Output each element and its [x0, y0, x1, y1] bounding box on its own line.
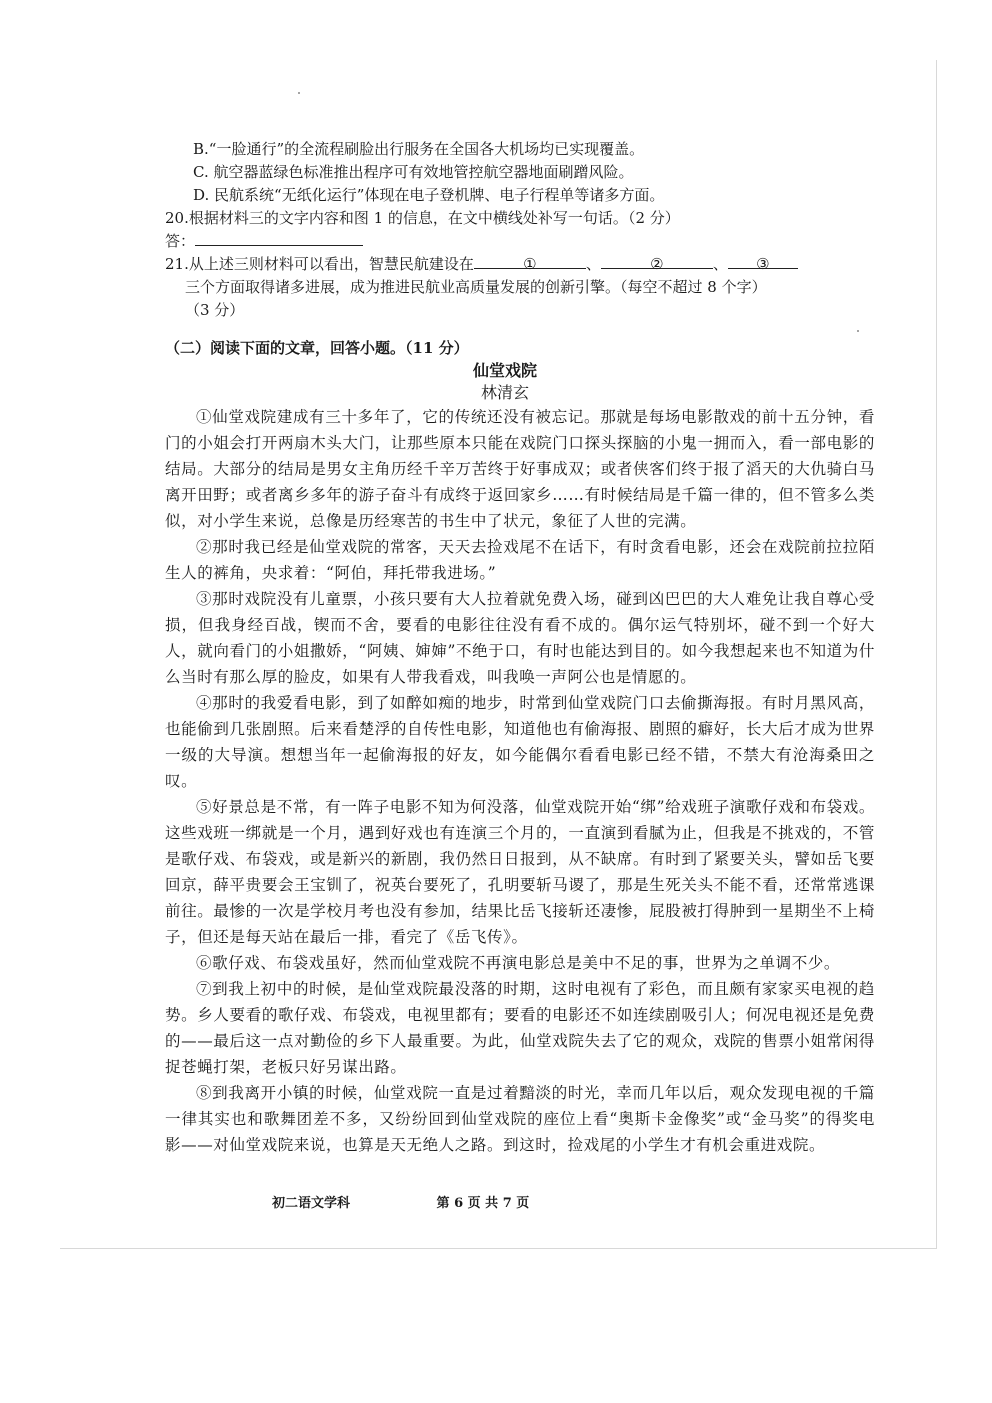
option-b: B.“一脸通行”的全流程刷脸出行服务在全国各大机场均已实现覆盖。 [193, 140, 645, 158]
question-21-prefix: 21.从上述三则材料可以看出，智慧民航建设在 [165, 255, 474, 273]
footer-subject: 初二语文学科 [272, 1196, 351, 1211]
page-footer [272, 1192, 612, 1211]
separator: 、 [712, 255, 728, 273]
option-d: D. 民航系统“无纸化运行”体现在电子登机牌、电子行程单等诸多方面。 [193, 186, 665, 204]
blank-2: ② [601, 253, 713, 269]
article-author: 林清玄 [480, 383, 529, 402]
section-heading: （二）阅读下面的文章，回答小题。（11 分） [165, 339, 469, 357]
answer-blank [195, 230, 363, 246]
question-21-points: （3 分） [185, 301, 245, 319]
answer-label: 答： [165, 232, 196, 250]
question-21-line2: 三个方面取得诸多进展，成为推进民航业高质量发展的创新引擎。（每空不超过 8 个字） [185, 278, 767, 296]
separator: 、 [585, 255, 601, 273]
blank-1: ① [474, 253, 586, 269]
footer-page-number: 第 6 页 共 7 页 [436, 1196, 530, 1211]
paragraph-4: ④那时的我爱看电影，到了如醉如痴的地步，时常到仙堂戏院门口去偷撕海报。有时月黑风高，也能偷到几张剧照。后来看楚浮的自传性电影，知道他也有偷海报、剧照的癖好，长大后才成为世界一级的大导演。想想当年一起偷海报的好友，如今能偶尔看看电影已经不错，不禁大有沧海桑田之叹。 [165, 694, 875, 790]
paragraph-6: ⑥歌仔戏、布袋戏虽好，然而仙堂戏院不再演电影总是美中不足的事，世界为之单调不少。 [196, 954, 841, 972]
paragraph-7: ⑦到我上初中的时候，是仙堂戏院最没落的时期，这时电视有了彩色，而且颇有家家买电视的趋势。乡人要看的歌仔戏、布袋戏，电视里都有；要看的电影还不如连续剧吸引人；何况电视还是免费的——最后这一点对勤俭的乡下人最重要。为此，仙堂戏院失去了它的观众，戏院的售票小姐常闲得捉苍蝇打架，老板只好另谋出路。 [165, 980, 875, 1076]
question-20: 20.根据材料三的文字内容和图 1 的信息，在文中横线处补写一句话。（2 分） [165, 209, 680, 227]
page-content [165, 138, 875, 1158]
question-21 [165, 253, 875, 276]
paragraph-2: ②那时我已经是仙堂戏院的常客，天天去捡戏尾不在话下，有时贪看电影，还会在戏院前拉拉陌生人的裤角，央求着：“阿伯，拜托带我进场。” [165, 538, 875, 582]
option-c: C. 航空器蓝绿色标准推出程序可有效地管控航空器地面刷蹭风险。 [193, 163, 634, 181]
paragraph-3: ③那时戏院没有儿童票，小孩只要有大人拉着就免费入场，碰到凶巴巴的大人难免让我自尊心受损，但我身经百战，锲而不舍，要看的电影往往没有看不成的。偶尔运气特别坏，碰不到一个好大人，就向看门的小姐撒娇，“阿姨、婶婶”不绝于口，有时也能达到目的。如今我想起来也不知道为什么当时有那么厚的脸皮，如果有人带我看戏，叫我唤一声阿公也是情愿的。 [165, 590, 875, 686]
blank-3: ③ [728, 253, 798, 269]
paragraph-5: ⑤好景总是不常，有一阵子电影不知为何没落，仙堂戏院开始“绑”给戏班子演歌仔戏和布袋戏。这些戏班一绑就是一个月，遇到好戏也有连演三个月的，一直演到看腻为止，但我是不挑戏的，不管是歌仔戏、布袋戏，或是新兴的新剧，我仍然日日报到，从不缺席。有时到了紧要关头，譬如岳飞要回京，薛平贵要会王宝钏了，祝英台要死了，孔明要斩马谡了，那是生死关头不能不看，还常常逃课前往。最惨的一次是学校月考也没有参加，结果比岳飞接斩还凄惨，屁股被打得肿到一星期坐不上椅子，但还是每天站在最后一排，看完了《岳飞传》。 [165, 798, 875, 946]
question-20-answer [165, 230, 875, 253]
article-title: 仙堂戏院 [472, 361, 537, 380]
paragraph-8: ⑧到我离开小镇的时候，仙堂戏院一直是过着黯淡的时光，幸而几年以后，观众发现电视的千篇一律其实也和歌舞团差不多，又纷纷回到仙堂戏院的座位上看“奥斯卡金像奖”或“金马奖”的得奖电影——对仙堂戏院来说，也算是天无绝人之路。到这时，捡戏尾的小学生才有机会重进戏院。 [165, 1084, 875, 1154]
paragraph-1: ①仙堂戏院建成有三十多年了，它的传统还没有被忘记。那就是每场电影散戏的前十五分钟，看门的小姐会打开两扇木头大门，让那些原本只能在戏院门口探头探脑的小鬼一拥而入，看一部电影的结局。大部分的结局是男女主角历经千辛万苦终于好事成双；或者侠客们终于报了滔天的大仇骑白马离开田野；或者离乡多年的游子奋斗有成终于返回家乡……有时候结局是千篇一律的，但不管多么类似，对小学生来说，总像是历经寒苦的书生中了状元，象征了人世的完满。 [165, 408, 875, 530]
scan-speck [298, 92, 300, 94]
